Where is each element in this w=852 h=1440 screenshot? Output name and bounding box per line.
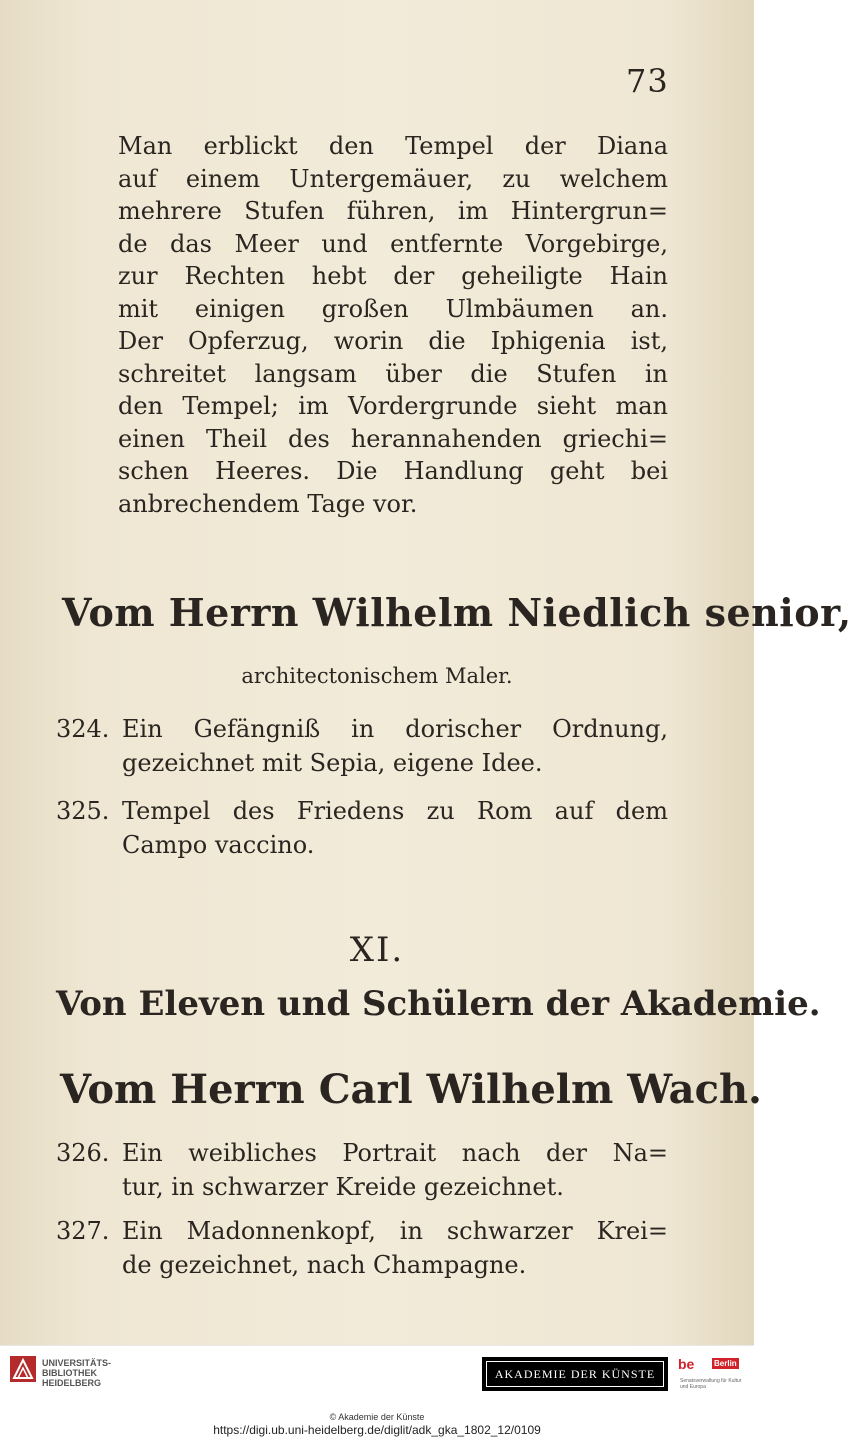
- entry-number: 325.: [56, 797, 110, 825]
- page-number: 73: [626, 62, 669, 100]
- section-heading-eleven: Von Eleven und Schülern der Akademie.: [56, 984, 821, 1024]
- entry-line: gezeichnet mit Sepia, eigene Idee.: [122, 749, 543, 777]
- text-line: anbrechendem Tage vor.: [118, 489, 418, 518]
- entry-line: Ein Madonnenkopf, in schwarzer Krei=: [122, 1217, 668, 1245]
- ub-line: HEIDELBERG: [42, 1378, 102, 1388]
- text-line: mit einigen großen Ulmbäumen an.: [118, 294, 668, 323]
- entry-line: Tempel des Friedens zu Rom auf dem: [122, 797, 668, 825]
- entry-number: 327.: [56, 1217, 110, 1245]
- ub-line: BIBLIOTHEK: [42, 1368, 97, 1378]
- catalog-entry-327: [56, 1214, 668, 1282]
- entry-number: 324.: [56, 715, 110, 743]
- text-line: schen Heeres. Die Handlung geht bei: [118, 457, 668, 485]
- text-line: auf einem Untergemäuer, zu welchem: [118, 164, 668, 193]
- section-roman-numeral: XI.: [349, 930, 405, 970]
- section-subheading: architectonischem Maler.: [241, 664, 513, 688]
- text-line: einen Theil des herannahenden griechi=: [118, 424, 668, 453]
- text-line: Der Opferzug, worin die Iphigenia ist,: [118, 327, 668, 355]
- text-line: Man erblickt den Tempel der Diana: [118, 132, 668, 160]
- section-heading-niedlich: Vom Herrn Wilhelm Niedlich senior,: [62, 590, 852, 635]
- section-heading-wach: Vom Herrn Carl Wilhelm Wach.: [60, 1066, 762, 1113]
- catalog-entry-326: [56, 1136, 668, 1204]
- text-line: den Tempel; im Vordergrunde sieht man: [118, 392, 668, 420]
- akademie-label: AKADEMIE DER KÜNSTE: [486, 1361, 664, 1387]
- catalog-entry-324: [56, 712, 668, 780]
- text-line: mehrere Stufen führen, im Hintergrun=: [118, 197, 668, 225]
- catalog-entry-325: [56, 794, 668, 862]
- be-subtitle: Senatsverwaltung für Kultur und Europa: [680, 1378, 742, 1390]
- berlin-senate-logo[interactable]: [678, 1356, 744, 1396]
- copyright-text: © Akademie der Künste: [329, 1412, 425, 1422]
- text-line: schreitet langsam über die Stufen in: [118, 359, 668, 388]
- source-url-link[interactable]: https://digi.ub.uni-heidelberg.de/diglit/adk_gka_1802_12/0109: [213, 1423, 541, 1437]
- ub-line: UNIVERSITÄTS-: [42, 1358, 112, 1368]
- entry-line: tur, in schwarzer Kreide gezeichnet.: [122, 1173, 564, 1201]
- be-mark: be: [678, 1356, 695, 1372]
- university-library-logo-icon[interactable]: [10, 1356, 36, 1382]
- be-berlin-label: Berlin: [714, 1359, 737, 1368]
- entry-line: Ein Gefängniß in dorischer Ordnung,: [122, 715, 668, 743]
- text-line: de das Meer und entfernte Vorgebirge,: [118, 229, 668, 258]
- entry-line: de gezeichnet, nach Champagne.: [122, 1251, 527, 1279]
- entry-line: Ein weibliches Portrait nach der Na=: [122, 1139, 668, 1167]
- akademie-logo[interactable]: [482, 1357, 668, 1391]
- university-library-name[interactable]: [42, 1358, 111, 1388]
- entry-line: Campo vaccino.: [122, 831, 315, 859]
- intro-paragraph: [118, 130, 668, 520]
- entry-number: 326.: [56, 1139, 110, 1167]
- text-line: zur Rechten hebt der geheiligte Hain: [118, 262, 668, 290]
